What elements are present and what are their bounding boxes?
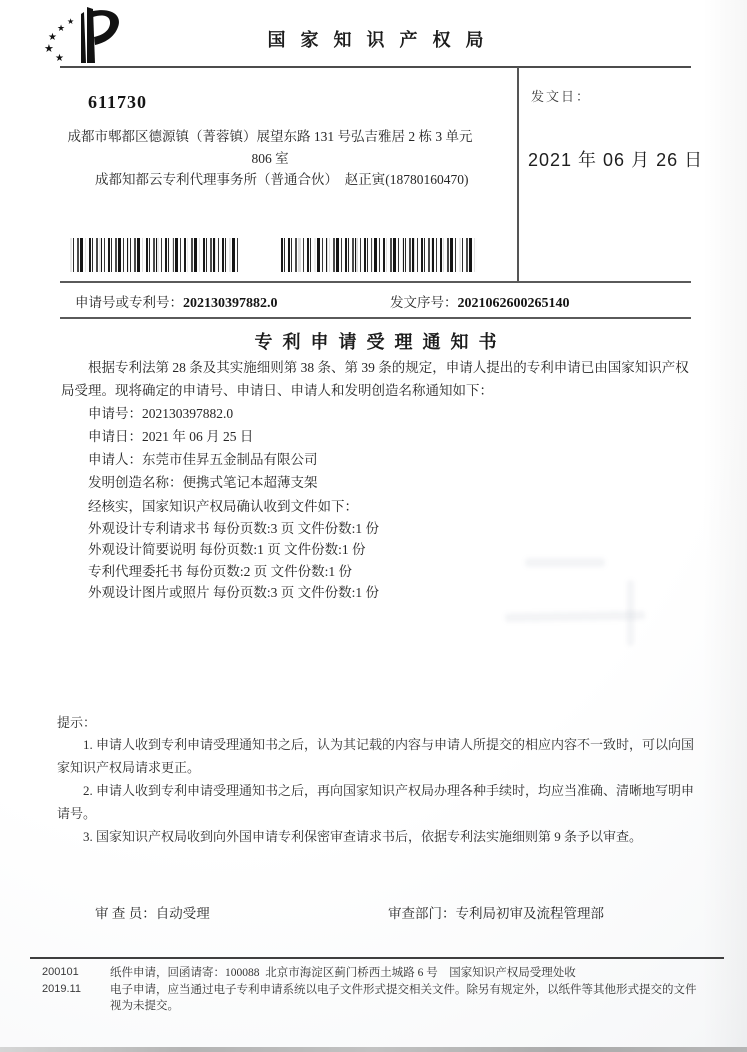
examiner-label: 审 查 员：: [95, 906, 156, 921]
field-value: 2021 年 06 月 25 日: [142, 429, 254, 444]
field-application-date: [88, 425, 318, 448]
examiner-row: [95, 902, 210, 922]
received-documents: [88, 496, 379, 604]
serial-no-value: 2021062600265140: [457, 296, 570, 311]
agency-line: 成都知都云专利代理事务所（普通合伙） 赵正寅(18780160470): [95, 172, 469, 187]
numbers-row-bottom-rule: [60, 317, 691, 319]
field-value: 便携式笔记本超薄支架: [182, 475, 318, 490]
footer-text-1: 纸件申请，回函请寄：100088 北京市海淀区蓟门桥西土城路 6 号 国家知识产权局受理处收: [110, 967, 576, 979]
header-rule: [60, 66, 691, 68]
footer-code-2: 2019.11: [42, 983, 81, 995]
recipient-address-line1: 成都市郫都区德源镇（菁蓉镇）展望东路 131 号弘吉雅居 2 栋 3 单元: [67, 129, 473, 144]
department-row: [388, 902, 604, 922]
examiner-value: 自动受理: [155, 906, 210, 921]
serial-no-label: 发文序号：: [390, 295, 458, 310]
received-doc-item: 专利代理委托书 每份页数:2 页 文件份数:1 份: [88, 563, 353, 579]
field-label: 申请人：: [88, 452, 142, 467]
dispatch-date-label: 发文日：: [531, 89, 592, 104]
field-value: 东莞市佳昇五金制品有限公司: [142, 452, 318, 467]
notice-fields: [88, 402, 318, 494]
tip-item-1: 1. 申请人收到专利申请受理通知书之后，认为其记载的内容与申请人所提交的相应内容不一致时，可以向国家知识产权局请求更正。: [57, 737, 695, 775]
received-doc-item: 外观设计图片或照片 每份页数:3 页 文件份数:1 份: [88, 585, 380, 600]
svg-text:★: ★: [48, 32, 57, 43]
field-applicant: [88, 448, 318, 471]
tip-item-2: 2. 申请人收到专利申请受理通知书之后，再向国家知识产权局办理各种手续时，均应当准确、清晰地写明申请号。: [57, 783, 695, 821]
application-number-row: [75, 291, 278, 312]
field-invention-title: [88, 471, 318, 494]
department-label: 审查部门：: [388, 906, 456, 921]
footer-text-2: 电子申请，应当通过电子专利申请系统以电子文件形式提交相关文件。除另有规定外，以纸件等其他形式提交的文件视为未提交。: [110, 984, 697, 1012]
department-value: 专利局初审及流程管理部: [455, 906, 604, 921]
received-doc-item: 外观设计简要说明 每份页数:1 页 文件份数:1 份: [88, 542, 366, 557]
scan-artifact: [525, 558, 605, 567]
field-application-no: [88, 402, 318, 425]
svg-text:★: ★: [44, 43, 54, 55]
svg-text:★: ★: [67, 17, 75, 26]
barcode-right: [280, 238, 477, 272]
recipient-address-line2: 806 室: [251, 151, 289, 166]
application-no-value: 202130397882.0: [183, 296, 278, 311]
scan-artifact: [505, 611, 645, 622]
svg-text:★: ★: [55, 53, 64, 64]
scan-bottom-edge: [0, 1047, 747, 1052]
tips-list: [57, 733, 702, 848]
field-label: 申请号：: [88, 406, 142, 421]
field-label: 发明创造名称：: [88, 475, 183, 490]
field-value: 202130397882.0: [142, 406, 234, 421]
tips-heading: 提示：: [57, 715, 97, 730]
notice-title: 专利申请受理通知书: [254, 332, 507, 352]
recipient-address: [66, 126, 474, 170]
org-title: 国家知识产权局: [267, 30, 499, 50]
received-intro: 经核实，国家知识产权局确认收到文件如下：: [88, 499, 358, 514]
field-label: 申请日：: [88, 429, 142, 444]
tip-item-3: 3. 国家知识产权局收到向外国申请专利保密审查请求书后，依据专利法实施细则第 9 条予以审查。: [83, 829, 643, 844]
application-no-label: 申请号或专利号：: [75, 295, 183, 310]
received-doc-item: 外观设计专利请求书 每份页数:3 页 文件份数:1 份: [88, 520, 380, 536]
footer-rule: [30, 957, 724, 959]
dispatch-box-divider: [517, 67, 519, 282]
notice-intro-paragraph: 根据专利法第 28 条及其实施细则第 38 条、第 39 条的规定，申请人提出的专利申请已由国家知识产权局受理。现将确定的申请号、申请日、申请人和发明创造名称通知如下：: [61, 360, 689, 398]
barcode-bottom-rule: [60, 281, 691, 283]
svg-text:★: ★: [57, 23, 66, 33]
footer-code-1: 200101: [42, 966, 79, 978]
serial-number-row: [390, 291, 570, 312]
dispatch-date-value: 2021 年 06 月 26 日: [528, 150, 704, 170]
postal-code: 611730: [88, 92, 148, 112]
barcode-left: [70, 238, 240, 272]
